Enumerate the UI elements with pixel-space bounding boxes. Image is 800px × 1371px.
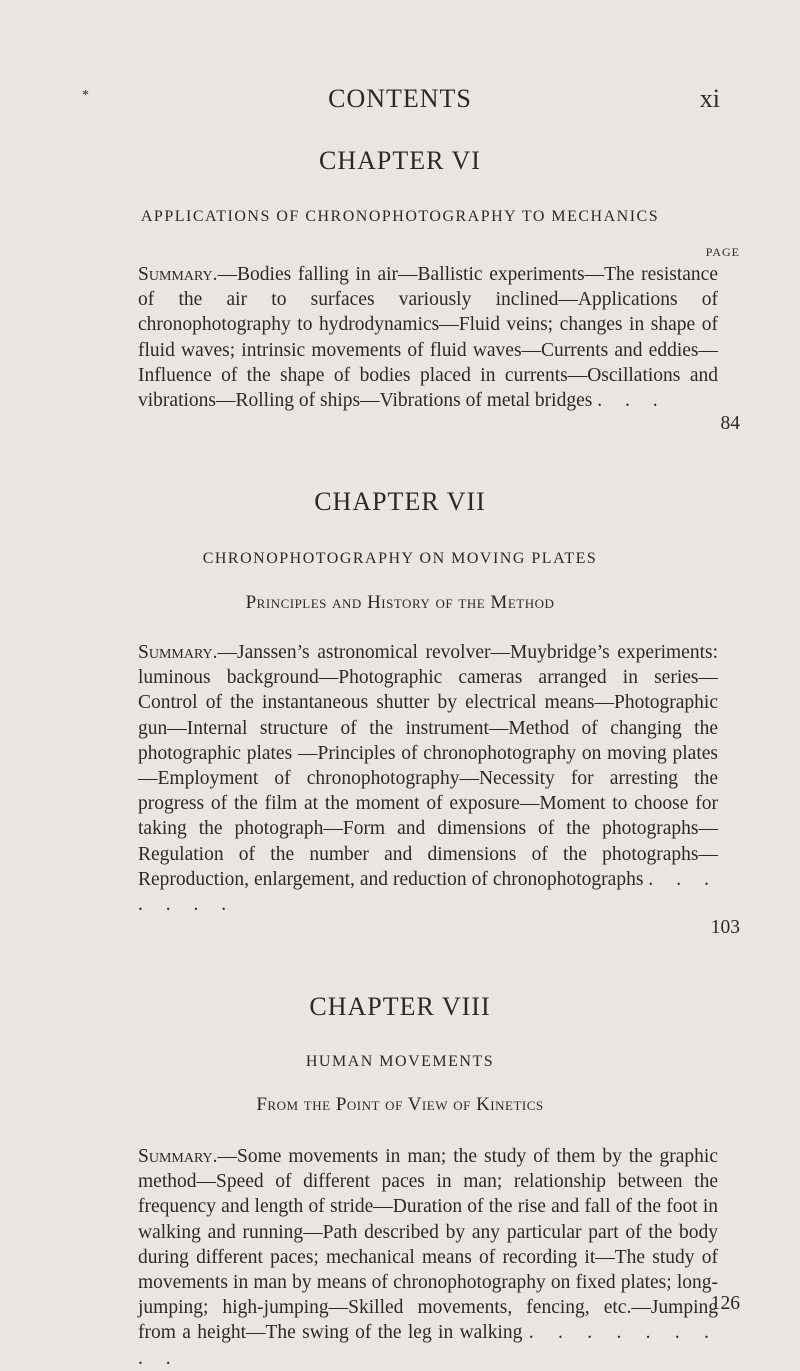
chapter-7-section: Principles and History of the Method [245,592,555,613]
chapter-8-heading: CHAPTER VIII [309,992,491,1021]
chapter-7-summary [138,640,718,917]
summary-lead: Summary. [138,642,218,663]
page-title: CONTENTS [328,84,472,113]
page-column-label: PAGE [705,245,740,259]
chapter-6-heading: CHAPTER VI [319,146,481,175]
summary-text: —Janssen’s astronomical revolver—Muybridge’s experiments: luminous background—Photographic cameras arranged in series—Control of the instantaneous shutter by electrical means—Photographic gun—Internal structure of the instrument—Method of changing the photographic plates —Principles of chronophotography on moving plates—Employment of chronophotography—Necessity for arresting the progress of the film at the moment of exposure—Moment to choose for taking the photograph—Form and dimensions of the photographs—Regulation of the number and dimensions of the photographs—Reproduction, enlargement, and reduction of chronophotographs [138,642,718,890]
summary-lead: Summary. [138,1146,218,1167]
chapter-7-heading: CHAPTER VII [314,487,486,516]
page-number: xi [699,84,720,113]
leader-dots: . . . . . . . . . [138,1322,719,1369]
chapter-7-page: 103 [710,917,740,938]
running-head [0,84,800,120]
leader-dots: . . . [597,390,667,412]
ornament-star: * [82,88,89,103]
leader-dots: . . . . . . . [138,868,718,916]
chapter-8-summary [138,1144,718,1371]
chapter-8-subtitle: HUMAN MOVEMENTS [305,1053,495,1070]
chapter-8-page: 126 [710,1293,740,1314]
chapter-6-page: 84 [720,413,740,434]
chapter-8-section: From the Point of View of Kinetics [256,1094,544,1115]
chapter-7-subtitle: CHRONOPHOTOGRAPHY ON MOVING PLATES [202,550,598,567]
summary-text: —Some movements in man; the study of them by the graphic method—Speed of different paces in man; relationship between the frequency and length of stride—Duration of the rise and fall of the foot in walking and running—Path described by any particular part of the body during different paces; mechanical means of recording it—The study of movements in man by means of chronophotography on fixed plates; long-jumping; high-jumping—Skilled movements, fencing, etc.—Jumping from a height—The swing of the leg in walking [138,1146,718,1344]
summary-text: —Bodies falling in air—Ballistic experiments—The resistance of the air to surfaces variously inclined—Applications of chronophotography to hydrodynamics—Fluid veins; changes in shape of fluid waves; intrinsic movements of fluid waves—Currents and eddies—Influence of the shape of bodies placed in currents—Oscillations and vibrations—Rolling of ships—Vibrations of metal bridges [138,264,718,412]
chapter-6-subtitle: APPLICATIONS OF CHRONOPHOTOGRAPHY TO MECHANICS [140,208,660,225]
summary-lead: Summary. [138,264,218,285]
chapter-6-summary [138,262,718,413]
